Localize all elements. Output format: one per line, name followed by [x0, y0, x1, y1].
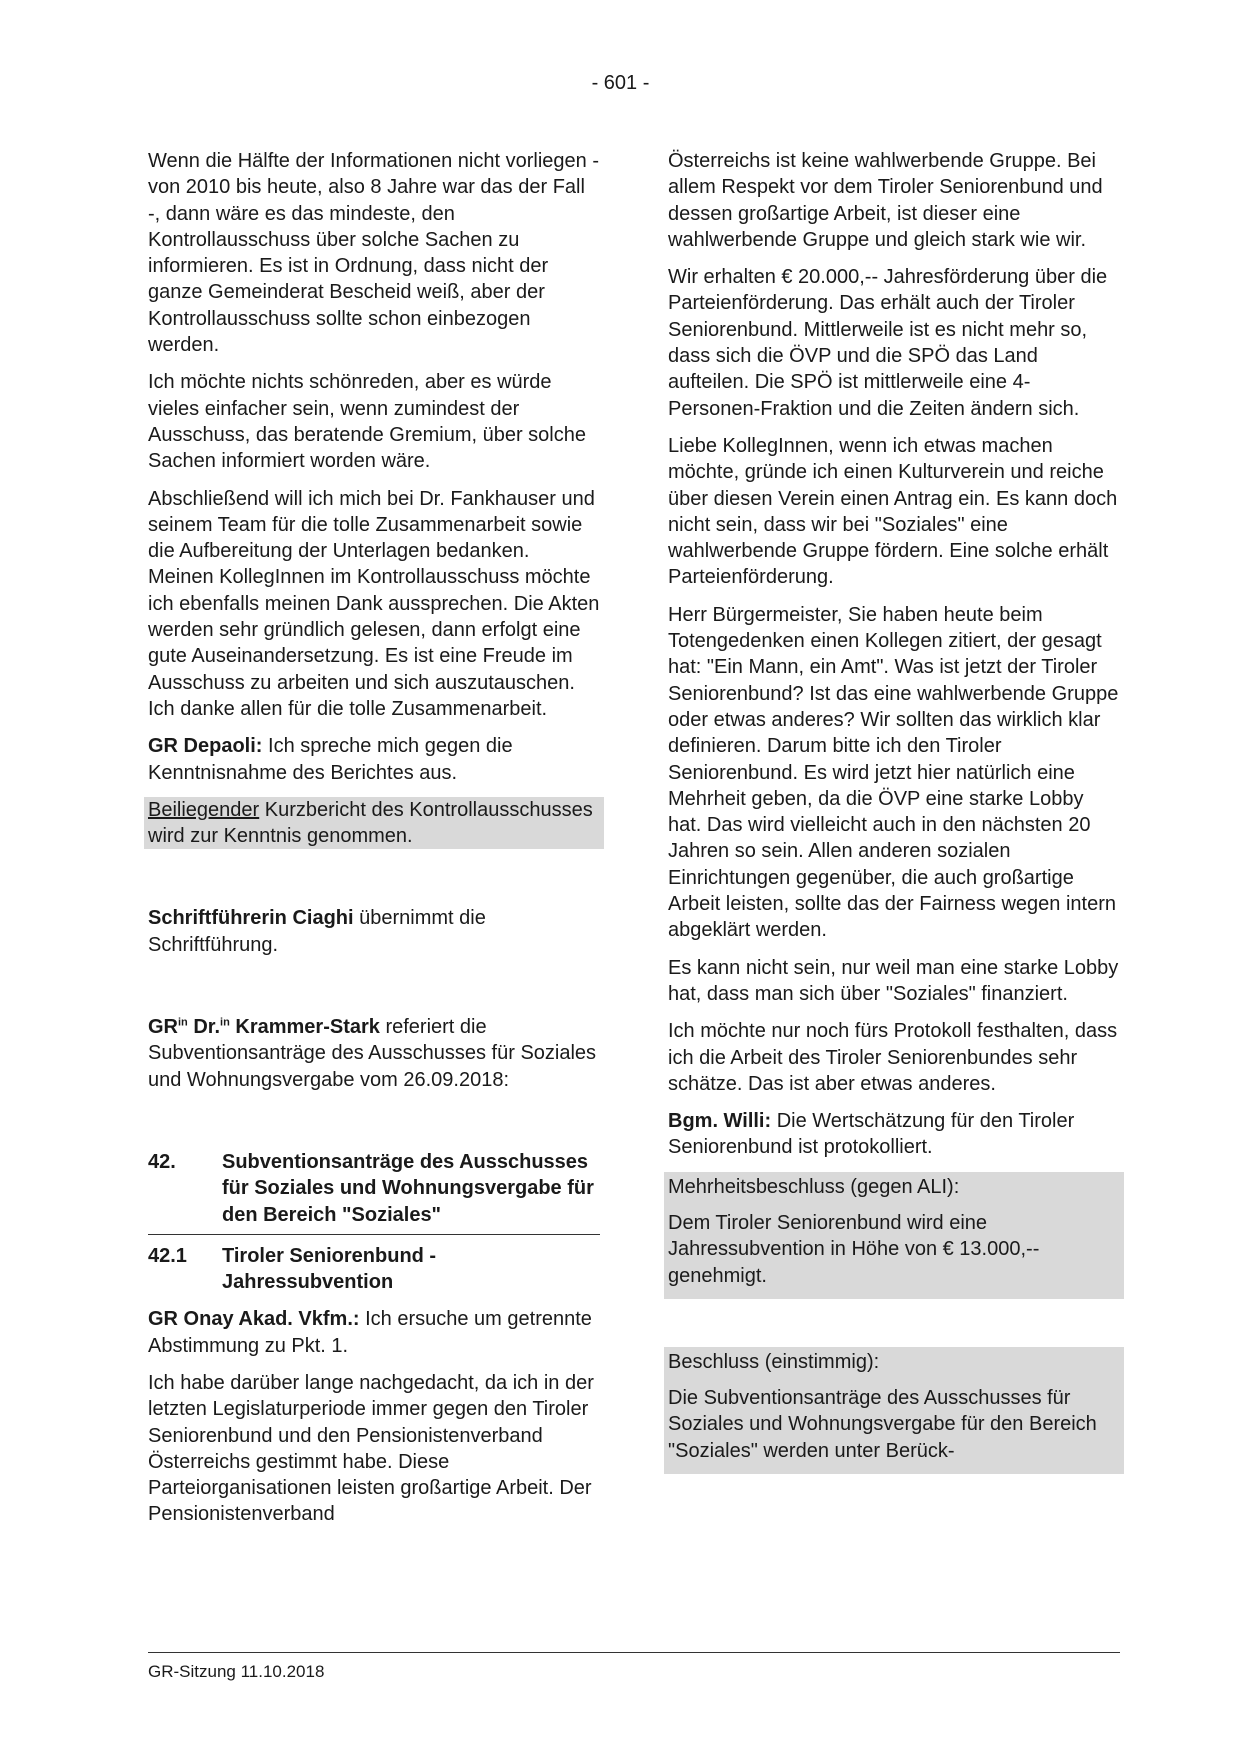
page-number: - 601 -: [591, 72, 650, 94]
section-number: 42.: [148, 1150, 176, 1173]
decision-label: Beschluss (einstimmig):: [668, 1350, 880, 1373]
paragraph: Ich möchte nur noch fürs Protokoll festhalten, dass ich die Arbeit des Tiroler Seniorenbundes sehr schätze. Das ist aber etwas anderes.: [668, 1020, 1118, 1095]
decision-text: Die Subventionsanträge des Ausschusses für Soziales und Wohnungsvergabe für den Bereich "Soziales" werden unter Berück-: [668, 1387, 1097, 1462]
section-title: Subventionsanträge des Ausschusses für Soziales und Wohnungsvergabe für den Bereich "Soziales": [222, 1150, 594, 1226]
unanimous-decision-box: [664, 1347, 1124, 1474]
decision-text: Dem Tiroler Seniorenbund wird eine Jahressubvention in Höhe von € 13.000,-- genehmigt.: [668, 1211, 1040, 1287]
speaker-name: Bgm. Willi:: [668, 1110, 772, 1133]
paragraph: Abschließend will ich mich bei Dr. Fankhauser und seinem Team für die tolle Zusammenarbeit sowie die Aufbereitung der Unterlagen bedanken. Meinen KollegInnen im Kontrollausschuss möchte ich ebenfalls meinen Dank aussprechen. Die Akten werden sehr gründlich gelesen, dann erfolgt eine gute Auseinandersetzung. Es ist eine Freude im Ausschuss zu arbeiten und sich auszutauschen. Ich danke allen für die tolle Zusammenarbeit.: [148, 487, 600, 720]
speaker-name: GR Depaoli:: [148, 735, 263, 758]
speaker-name: Schriftführerin Ciaghi: [148, 907, 354, 930]
statement-krammer-stark: [148, 1014, 600, 1093]
paragraph: Wir erhalten € 20.000,-- Jahresförderung über die Parteienförderung. Das erhält auch der Tiroler Seniorenbund. Mittlerweile ist es nicht mehr so, dass sich die ÖVP und die SPÖ das Land aufteilen. Die SPÖ ist mittlerweile eine 4-Personen-Fraktion und die Zeiten ändern sich.: [668, 266, 1108, 420]
statement-text: Die Wertschätzung für den Tiroler Seniorenbund ist protokolliert.: [668, 1110, 1075, 1159]
speaker-name: GR Onay Akad. Vkfm.:: [148, 1308, 360, 1331]
section-heading-42: [148, 1149, 600, 1228]
section-title: Tiroler Seniorenbund - Jahressubvention: [222, 1244, 437, 1294]
section-divider: [148, 1234, 600, 1235]
statement-onay: [148, 1306, 600, 1359]
decision-text: Kurzbericht des Kontrollausschusses wird zur Kenntnis genommen.: [148, 798, 593, 848]
statement-text: Ich spreche mich gegen die Kenntnisnahme des Berichtes aus.: [148, 735, 513, 784]
statement-depaoli: [148, 733, 600, 786]
decision-underlined-word: Beiliegender: [148, 798, 260, 821]
paragraph: Herr Bürgermeister, Sie haben heute beim Totengedenken einen Kollegen zitiert, der gesagt hat: "Ein Mann, ein Amt". Was ist jetzt der Tiroler Seniorenbund? Ist das eine wahlwerbende Gruppe oder etwas anderes? Wir sollten das wirklich klar definieren. Darum bitte ich den Tiroler Seniorenbund. Es wird jetzt hier natürlich eine Mehrheit geben, da die ÖVP eine starke Lobby hat. Das wird vielleicht auch in den nächsten 20 Jahren so sein. Allen anderen sozialen Einrichtungen gegenüber, die auch großartige Arbeit leisten, sollte das der Fairness wegen intern abgeklärt werden.: [668, 603, 1119, 942]
footer-divider: [148, 1652, 1120, 1653]
statement-text: Ich ersuche um getrennte Abstimmung zu Pkt. 1.: [148, 1308, 592, 1357]
footer-session-date: GR-Sitzung 11.10.2018: [148, 1662, 325, 1681]
statement-ciaghi: [148, 905, 600, 958]
right-column: [668, 148, 1120, 1474]
paragraph: Ich möchte nichts schönreden, aber es würde vieles einfacher sein, wenn zumindest der Ausschuss, das beratende Gremium, über solche Sachen informiert worden wäre.: [148, 371, 586, 473]
decision-label: Mehrheitsbeschluss (gegen ALI):: [668, 1175, 960, 1198]
left-column: [148, 148, 600, 1539]
majority-decision-box: [664, 1172, 1124, 1299]
statement-willi: [668, 1108, 1120, 1161]
section-heading-42-1: [148, 1243, 600, 1296]
paragraph: Es kann nicht sein, nur weil man eine starke Lobby hat, dass man sich über "Soziales" finanziert.: [668, 956, 1119, 1005]
section-number: 42.1: [148, 1244, 187, 1267]
statement-text: übernimmt die Schriftführung.: [148, 907, 486, 956]
speaker-name: $GR^{in}$ Dr.$^{in}$ Krammer-Stark: [148, 1016, 380, 1039]
statement-text: referiert die Subventionsanträge des Ausschusses für Soziales und Wohnungsvergabe vom 26.09.2018:: [148, 1016, 597, 1091]
paragraph: Liebe KollegInnen, wenn ich etwas machen möchte, gründe ich einen Kulturverein und reiche über diesen Verein einen Antrag ein. Es kann doch nicht sein, dass wir bei "Soziales" eine wahlwerbende Gruppe fördern. Eine solche erhält Parteienförderung.: [668, 434, 1118, 589]
paragraph: Österreichs ist keine wahlwerbende Gruppe. Bei allem Respekt vor dem Tiroler Seniorenbund und dessen großartige Arbeit, ist dieser eine wahlwerbende Gruppe und gleich stark wie wir.: [668, 150, 1103, 251]
decision-box: [144, 797, 604, 850]
paragraph: Ich habe darüber lange nachgedacht, da ich in der letzten Legislaturperiode immer gegen den Tiroler Seniorenbund und den Pensionistenverband Österreichs gestimmt habe. Diese Parteiorganisationen leisten großartige Arbeit. Der Pensionistenverband: [148, 1371, 594, 1526]
paragraph: Wenn die Hälfte der Informationen nicht vorliegen - von 2010 bis heute, also 8 Jahre war das der Fall -, dann wäre es das mindeste, den Kontrollausschuss über solche Sachen zu informieren. Es ist in Ordnung, dass nicht der ganze Gemeinderat Bescheid weiß, aber der Kontrollausschuss sollte schon einbezogen werden.: [148, 150, 599, 357]
